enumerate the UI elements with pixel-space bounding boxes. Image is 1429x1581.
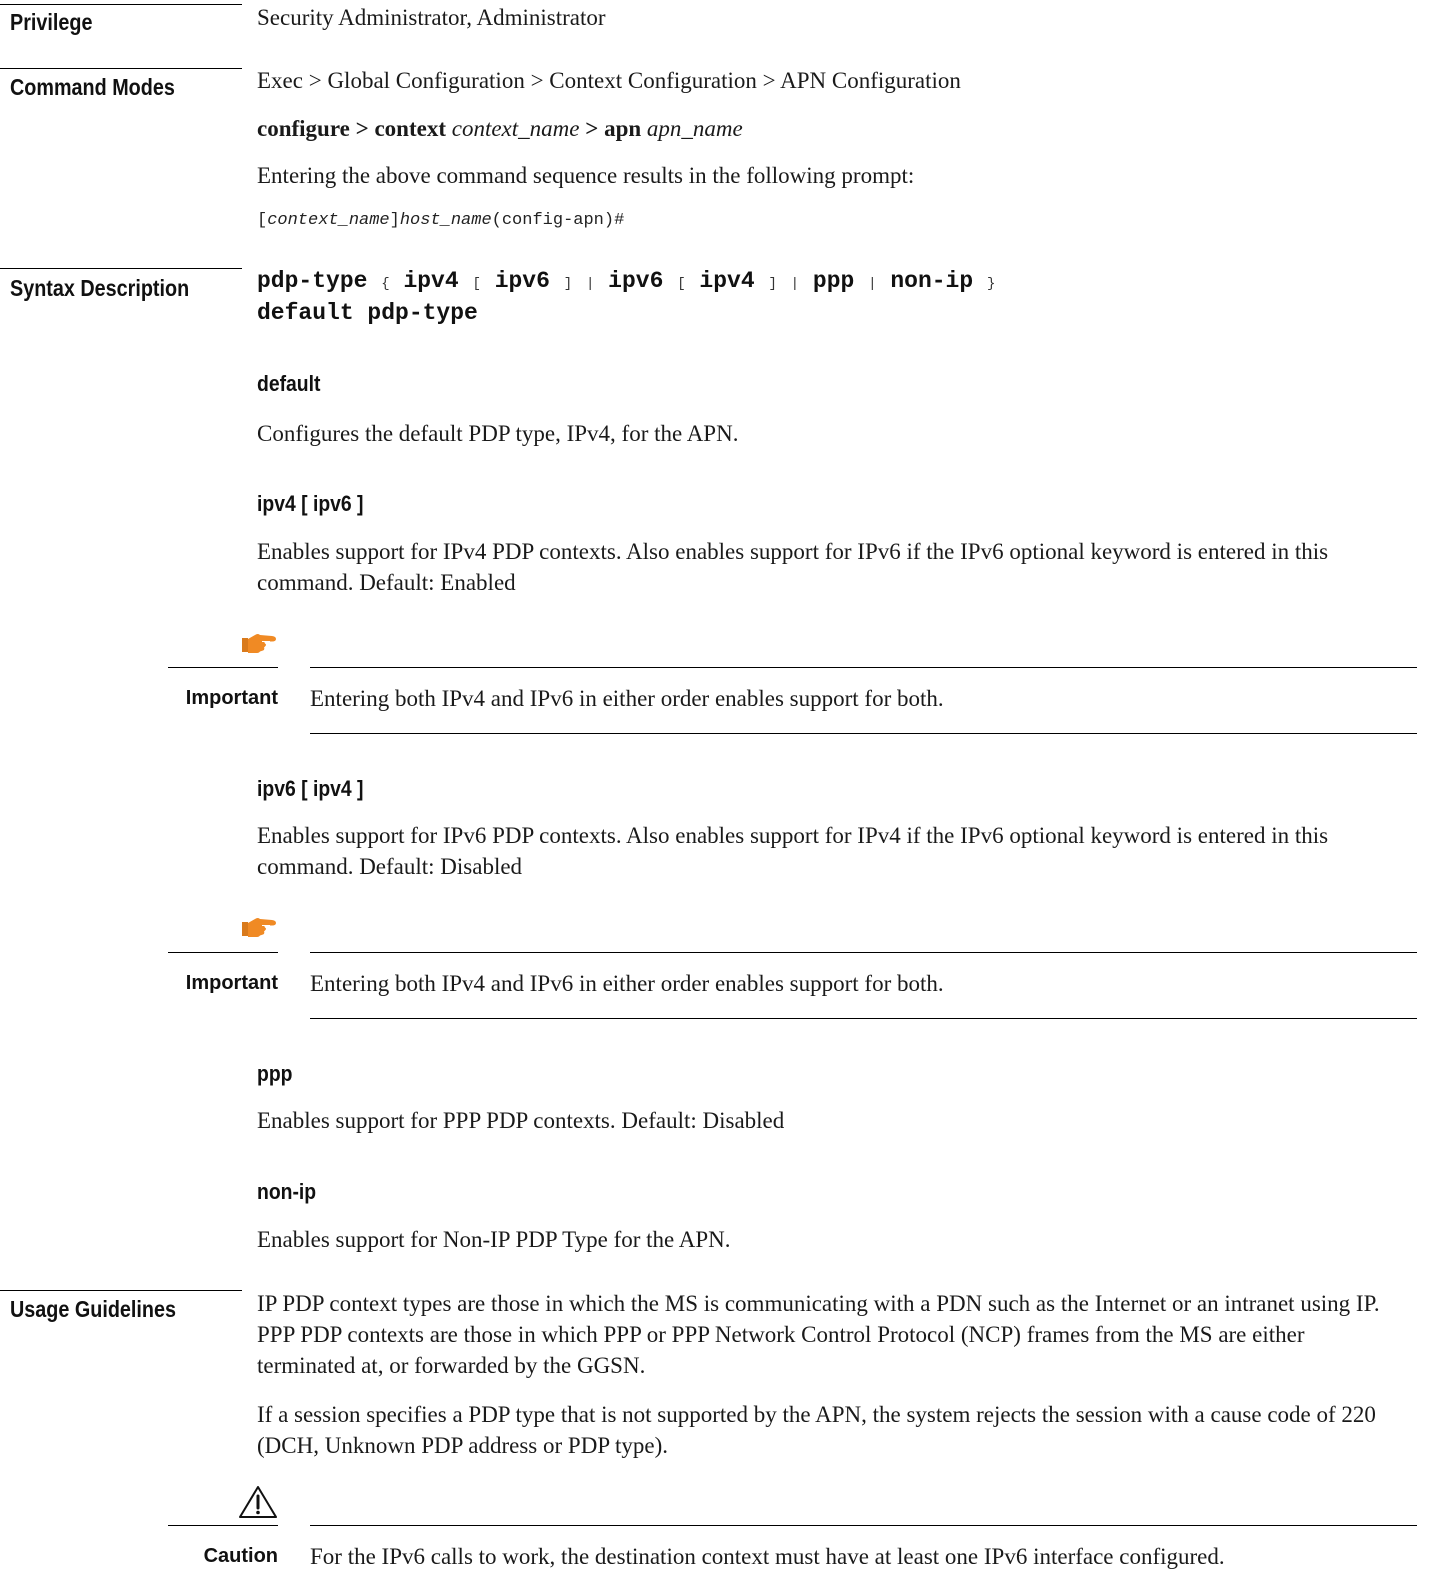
pipe-separator: | <box>585 276 595 292</box>
apn-name-arg: apn_name <box>646 116 743 141</box>
keyword-heading-ipv4: ipv4 [ ipv6 ] <box>257 491 364 516</box>
keyword-heading-ppp: ppp <box>257 1061 293 1086</box>
pipe-separator: | <box>790 276 800 292</box>
note-rule-top <box>310 667 1417 668</box>
bracket-close: ] <box>768 276 777 292</box>
bracket-open: [ <box>472 276 481 292</box>
command-modes-rule <box>0 68 242 69</box>
command-modes-label: Command Modes <box>10 74 175 100</box>
configure-keyword: configure <box>257 116 350 141</box>
syntax-line-1 <box>257 266 995 299</box>
note-rule-bottom <box>310 733 1417 734</box>
command-modes-path: Exec > Global Configuration > Context Configuration > APN Configuration <box>257 68 961 93</box>
caution-rule-top <box>310 1525 1417 1526</box>
prompt-host-name: host_name <box>399 211 492 230</box>
ipv4-keyword: ipv4 <box>403 268 459 294</box>
prompt-close-bracket: ] <box>389 211 400 230</box>
ipv6-keyword: ipv6 <box>608 268 664 294</box>
brace-open: { <box>381 276 390 292</box>
prompt-context-name: context_name <box>267 211 390 230</box>
caution-label: Caution <box>203 1545 278 1567</box>
command-sequence <box>257 113 743 144</box>
warning-triangle-icon <box>238 1485 278 1519</box>
syntax-label: Syntax Description <box>10 275 190 301</box>
non-ip-keyword: non-ip <box>890 268 974 294</box>
important-label: Important <box>185 972 278 994</box>
usage-label: Usage Guidelines <box>10 1296 176 1322</box>
ipv6-keyword: ipv6 <box>494 268 550 294</box>
usage-rule <box>0 1290 242 1291</box>
context-name-arg: context_name <box>451 116 580 141</box>
syntax-rule <box>0 268 242 269</box>
pointing-hand-icon <box>240 628 278 654</box>
privilege-rule <box>0 4 242 5</box>
apn-keyword: apn <box>604 116 642 141</box>
brace-close: } <box>986 276 996 292</box>
ppp-keyword: ppp <box>812 268 855 294</box>
pdp-type-keyword: pdp-type <box>257 268 368 294</box>
pointing-hand-icon <box>240 912 278 938</box>
prompt-intro: Entering the above command sequence results in the following prompt: <box>257 163 915 188</box>
bracket-open: [ <box>677 276 686 292</box>
keyword-heading-non-ip: non-ip <box>257 1179 317 1204</box>
keyword-description-ipv4: Enables support for IPv4 PDP contexts. Also enables support for IPv6 if the IPv6 optional keyword is entered in this command. Default: Enabled <box>257 539 1329 595</box>
note-rule-left <box>168 952 278 953</box>
keyword-description-ppp: Enables support for PPP PDP contexts. Default: Disabled <box>257 1108 785 1133</box>
default-pdp-type-command: default pdp-type <box>257 300 478 326</box>
pipe-separator: | <box>868 276 877 292</box>
syntax-line-2 <box>257 298 478 328</box>
bracket-close: ] <box>563 276 573 292</box>
important-note-text: Entering both IPv4 and IPv6 in either order enables support for both. <box>310 686 944 711</box>
important-label: Important <box>185 687 278 709</box>
gt-separator: > <box>355 116 369 141</box>
usage-paragraph: IP PDP context types are those in which the MS is communicating with a PDN such as the Internet or an intranet using IP. PPP PDP contexts are those in which PPP or PPP Network Control Protocol (NCP) frames from the MS are either terminated at, or forwarded by the GGSN. <box>257 1291 1380 1378</box>
context-keyword: context <box>374 116 446 141</box>
prompt-open-bracket: [ <box>257 211 268 230</box>
note-rule-bottom <box>310 1018 1417 1019</box>
keyword-description-non-ip: Enables support for Non-IP PDP Type for the APN. <box>257 1227 731 1252</box>
keyword-heading-ipv6: ipv6 [ ipv4 ] <box>257 776 364 801</box>
gt-separator: > <box>585 116 599 141</box>
ipv4-keyword: ipv4 <box>699 268 755 294</box>
keyword-description-ipv6: Enables support for IPv6 PDP contexts. Also enables support for IPv4 if the IPv6 optional keyword is entered in this command. Default: Disabled <box>257 823 1329 879</box>
privilege-value: Security Administrator, Administrator <box>257 5 606 30</box>
caution-rule-left <box>168 1525 278 1526</box>
usage-paragraph: If a session specifies a PDP type that is not supported by the APN, the system rejects the session with a cause code of 220 (DCH, Unknown PDP address or PDP type). <box>257 1402 1376 1458</box>
privilege-label: Privilege <box>10 9 93 35</box>
cli-prompt <box>257 210 624 232</box>
caution-text: For the IPv6 calls to work, the destination context must have at least one IPv6 interface configured. <box>310 1544 1225 1569</box>
note-rule-left <box>168 667 278 668</box>
keyword-heading-default: default <box>257 371 321 396</box>
prompt-mode: (config-apn)# <box>491 211 625 230</box>
note-rule-top <box>310 952 1417 953</box>
keyword-description-default: Configures the default PDP type, IPv4, for the APN. <box>257 421 739 446</box>
important-note-text: Entering both IPv4 and IPv6 in either order enables support for both. <box>310 971 944 996</box>
